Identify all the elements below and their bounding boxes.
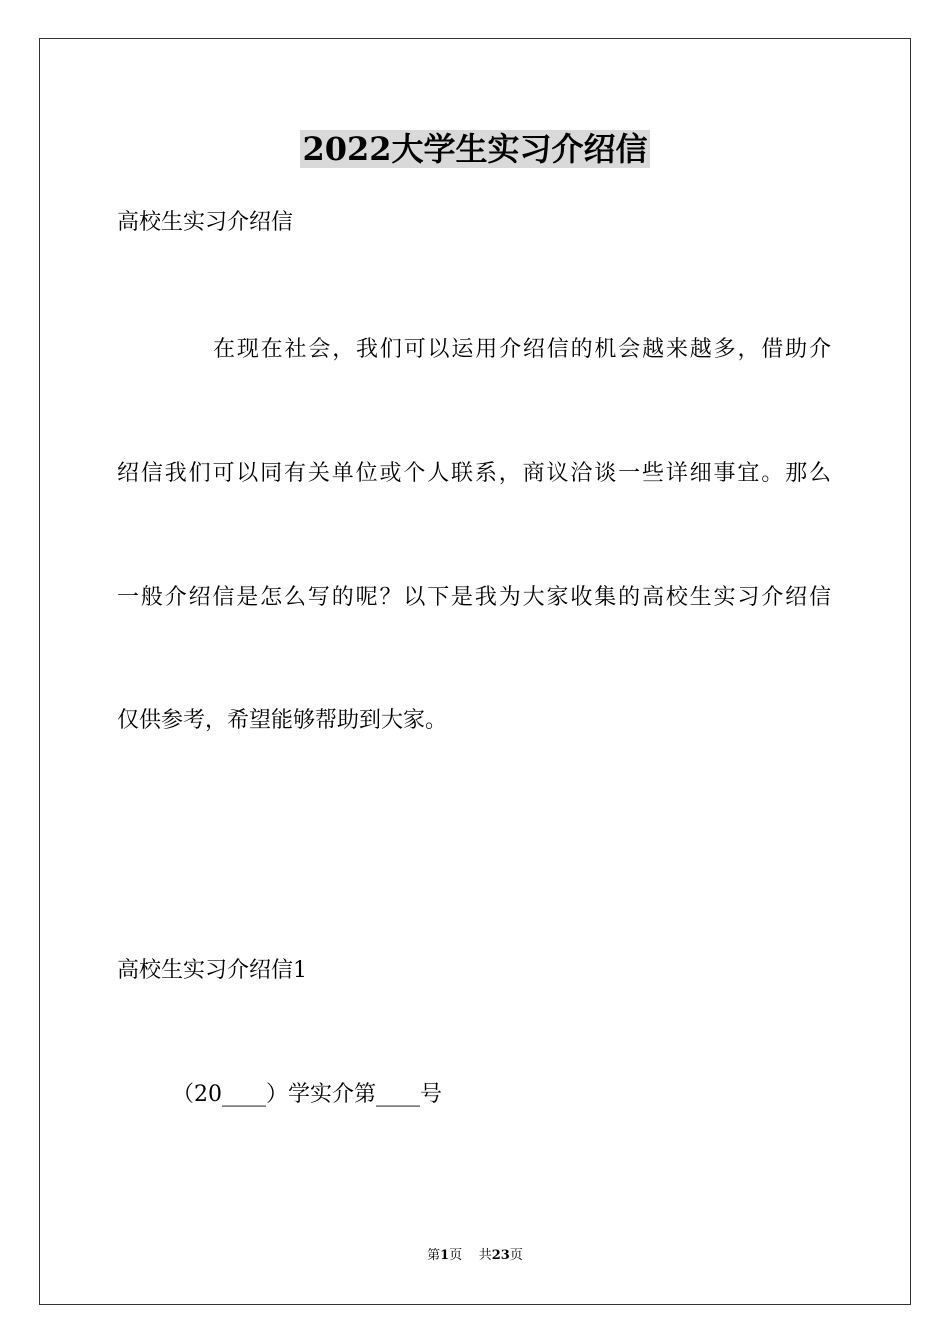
footer-total-prefix: 共 [478,1248,492,1263]
document-title [0,126,950,172]
footer-page-suffix: 页 [449,1248,463,1263]
subtitle: 高校生实习介绍信 [117,210,294,235]
page-footer [0,1246,950,1266]
footer-total-pages: 23 [491,1248,510,1263]
section-heading: 高校生实习介绍信1 [117,958,307,983]
footer-page-number: 1 [440,1248,450,1263]
intro-line-2: 绍信我们可以同有关单位或个人联系，商议洽谈一些详细事宜。那么 [117,461,831,486]
intro-line-3: 一般介绍信是怎么写的呢？以下是我为大家收集的高校生实习介绍信 [117,585,831,610]
footer-total-suffix: 页 [509,1248,523,1263]
footer-page-prefix: 第 [427,1248,441,1263]
reference-number-line: （20____）学实介第____号 [172,1082,442,1107]
document-title-text: 2022大学生实习介绍信 [302,130,648,168]
intro-line-1: 在现在社会，我们可以运用介绍信的机会越来越多，借助介 [213,337,831,362]
intro-line-4: 仅供参考，希望能够帮助到大家。 [117,708,448,733]
